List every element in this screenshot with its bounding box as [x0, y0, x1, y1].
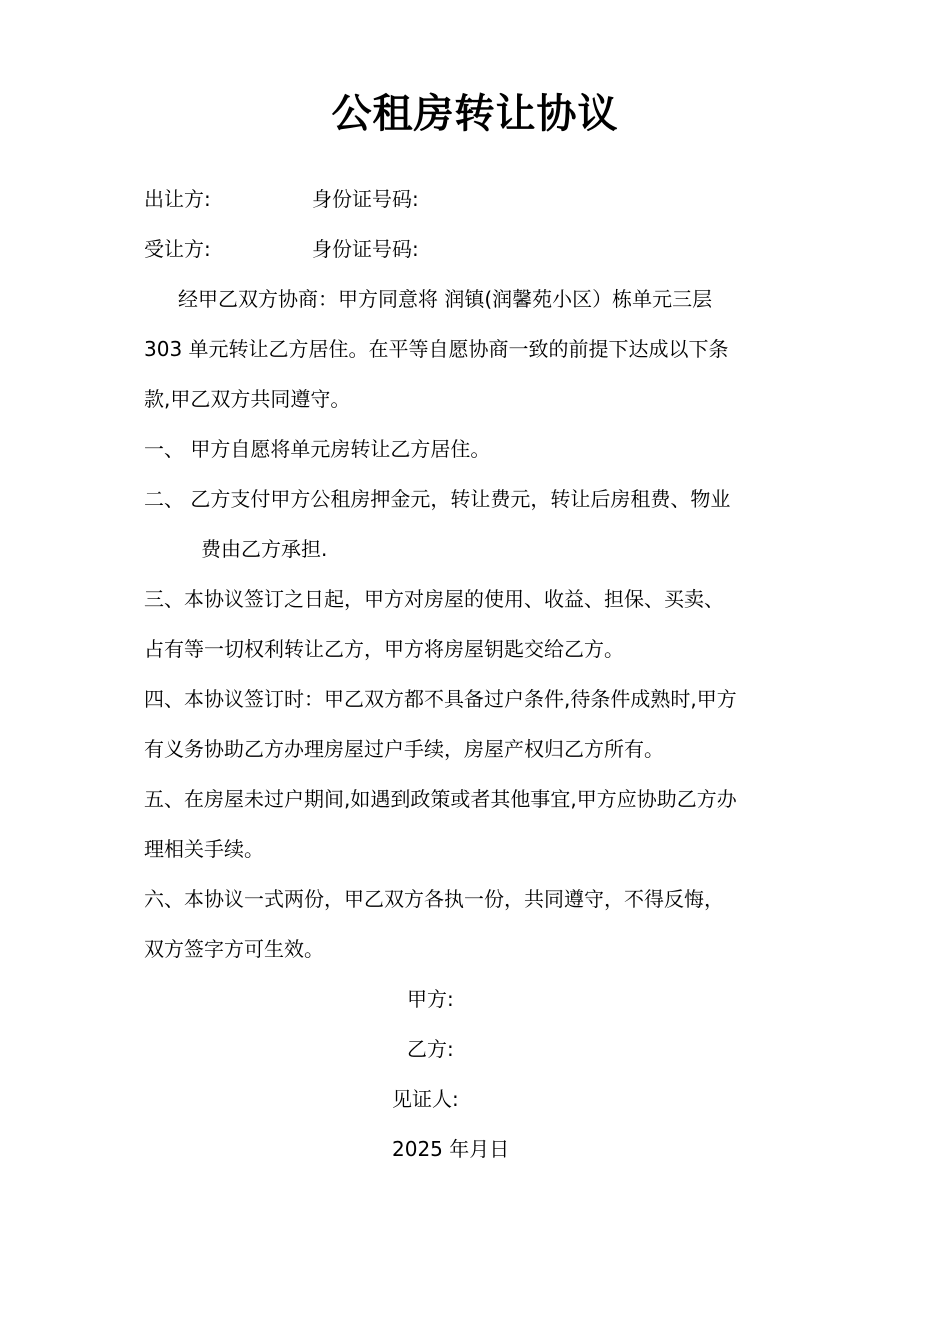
transferor-id-label: 身份证号码: [312, 187, 419, 211]
transferee-label: 受让方: [144, 237, 211, 261]
clause-line: 一、 甲方自愿将单元房转让乙方居住。 [144, 437, 491, 461]
intro-line: 经甲乙双方协商：甲方同意将 润镇(润馨苑小区）栋单元三层 [178, 287, 713, 311]
document-title: 公租房转让协议 [331, 91, 619, 137]
signature-date: 2025 年月日 [392, 1137, 510, 1161]
clause-line: 四、本协议签订时：甲乙双方都不具备过户条件,待条件成熟时,甲方 [144, 687, 737, 711]
party-row-transferor [144, 184, 419, 214]
signature-party-a: 甲方: [407, 987, 454, 1011]
transferor-label: 出让方: [144, 187, 211, 211]
signature-party-b: 乙方: [407, 1037, 454, 1061]
clause-line: 费由乙方承担. [201, 537, 328, 561]
intro-line: 款,甲乙双方共同遵守。 [144, 387, 351, 411]
intro-line: 303 单元转让乙方居住。在平等自愿协商一致的前提下达成以下条 [144, 337, 729, 361]
clause-line: 五、在房屋未过户期间,如遇到政策或者其他事宜,甲方应协助乙方办 [144, 787, 737, 811]
clause-line: 有义务协助乙方办理房屋过户手续，房屋产权归乙方所有。 [144, 737, 664, 761]
clause-line: 理相关手续。 [144, 837, 264, 861]
clause-line: 占有等一切权利转让乙方，甲方将房屋钥匙交给乙方。 [144, 637, 624, 661]
signature-witness: 见证人: [392, 1087, 459, 1111]
clause-line: 三、本协议签订之日起，甲方对房屋的使用、收益、担保、买卖、 [144, 587, 724, 611]
clause-line: 二、 乙方支付甲方公租房押金元，转让费元，转让后房租费、物业 [144, 487, 731, 511]
transferee-id-label: 身份证号码: [312, 237, 419, 261]
clause-line: 双方签字方可生效。 [144, 937, 324, 961]
clause-line: 六、本协议一式两份，甲乙双方各执一份，共同遵守，不得反悔， [144, 887, 724, 911]
party-row-transferee [144, 234, 419, 264]
